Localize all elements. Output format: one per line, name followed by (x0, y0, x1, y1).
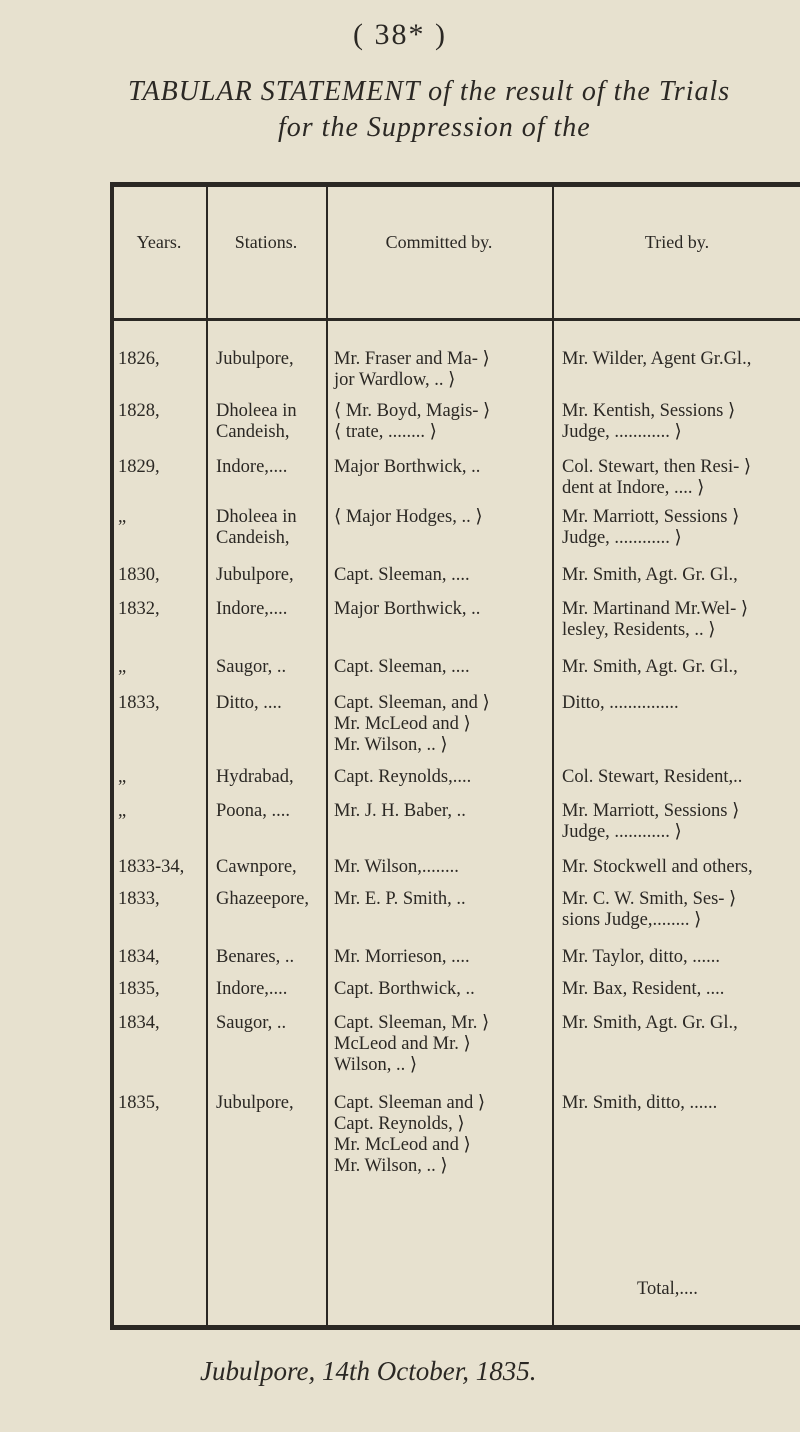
row-tried-by (562, 599, 748, 641)
row-committed-by-line: Major Borthwick, .. (334, 599, 481, 619)
row-station (216, 693, 282, 714)
row-tried-by-line: Mr. Marriott, Sessions ⟩ (562, 507, 740, 527)
row-station (216, 857, 297, 878)
row-tried-by (562, 979, 724, 1000)
row-committed-by-line: Mr. McLeod and ⟩ (334, 1135, 471, 1155)
header-stations: Stations. (234, 232, 298, 252)
row-tried-by-line: Mr. Marriott, Sessions ⟩ (562, 801, 740, 821)
row-tried-by-line: Mr. Smith, Agt. Gr. Gl., (562, 565, 738, 585)
row-tried-by-line: dent at Indore, .... ⟩ (562, 478, 705, 498)
row-station-line: Saugor, .. (216, 1013, 287, 1033)
title-line-2: for the Suppression of the (278, 112, 591, 143)
row-station (216, 401, 297, 443)
row-year: 1829, (118, 457, 160, 477)
row-committed-by-line: Capt. Sleeman and ⟩ (334, 1093, 486, 1113)
row-year: „ (118, 767, 127, 787)
row-committed-by (334, 979, 475, 1000)
row-committed-by (334, 767, 471, 788)
row-station (216, 599, 287, 620)
row-station-line: Ghazeepore, (216, 889, 309, 909)
footer-dateline: Jubulpore, 14th October, 1835. (200, 1356, 537, 1386)
total-label: Total,.... (637, 1279, 698, 1299)
row-committed-by-line: Mr. E. P. Smith, .. (334, 889, 466, 909)
row-committed-by-line: Capt. Reynolds,.... (334, 767, 472, 787)
row-committed-by-line: Mr. Wilson, .. ⟩ (334, 735, 448, 755)
row-tried-by-line: Mr. Smith, ditto, ...... (562, 1093, 718, 1113)
row-tried-by (562, 349, 751, 370)
row-committed-by (334, 857, 459, 878)
row-tried-by-line: sions Judge,........ ⟩ (562, 910, 702, 930)
row-committed-by-line: Mr. Morrieson, .... (334, 947, 470, 967)
row-tried-by (562, 767, 742, 788)
row-committed-by (334, 947, 470, 968)
row-tried-by (562, 657, 738, 678)
row-committed-by-line: Capt. Sleeman, .... (334, 565, 470, 585)
row-year: 1830, (118, 565, 160, 585)
row-tried-by-line: Judge, ............ ⟩ (562, 422, 682, 442)
row-tried-by (562, 565, 738, 586)
row-tried-by-line: Ditto, ............... (562, 693, 679, 713)
row-year: 1826, (118, 349, 160, 369)
row-station (216, 565, 294, 586)
row-tried-by-line: Mr. C. W. Smith, Ses- ⟩ (562, 889, 737, 909)
row-tried-by (562, 857, 753, 878)
row-committed-by-line: jor Wardlow, .. ⟩ (334, 370, 456, 390)
row-committed-by-line: McLeod and Mr. ⟩ (334, 1034, 471, 1054)
col-rule (112, 187, 114, 1325)
row-tried-by (562, 507, 739, 549)
header-tried: Tried by. (644, 232, 710, 252)
row-station-line: Dholeea in (216, 401, 297, 421)
row-tried-by-line: Judge, ............ ⟩ (562, 822, 682, 842)
row-committed-by-line: Capt. Reynolds, ⟩ (334, 1114, 465, 1134)
row-committed-by-line: Mr. Wilson,........ (334, 857, 459, 877)
row-station-line: Saugor, .. (216, 657, 287, 677)
row-station (216, 457, 287, 478)
row-committed-by (334, 565, 470, 586)
row-committed-by-line: Capt. Sleeman, and ⟩ (334, 693, 490, 713)
row-tried-by-line: Mr. Smith, Agt. Gr. Gl., (562, 1013, 738, 1033)
row-station (216, 657, 286, 678)
row-station (216, 507, 297, 549)
row-tried-by (562, 947, 720, 968)
row-station-line: Ditto, .... (216, 693, 282, 713)
row-committed-by-line: ⟨ Mr. Boyd, Magis- ⟩ (334, 401, 491, 421)
row-station (216, 889, 309, 910)
row-station-line: Jubulpore, (216, 565, 294, 585)
row-station (216, 947, 294, 968)
col-rule (206, 187, 208, 1325)
row-tried-by-line: Col. Stewart, then Resi- ⟩ (562, 457, 752, 477)
row-year: 1835, (118, 979, 160, 999)
row-station (216, 979, 287, 1000)
results-table (110, 182, 800, 1330)
row-year: 1828, (118, 401, 160, 421)
row-tried-by-line: Mr. Wilder, Agent Gr.Gl., (562, 349, 752, 369)
row-tried-by-line: Mr. Stockwell and others, (562, 857, 753, 877)
row-committed-by (334, 1093, 485, 1177)
row-committed-by (334, 1013, 489, 1076)
col-rule (552, 187, 554, 1325)
row-tried-by-line: Mr. Smith, Agt. Gr. Gl., (562, 657, 738, 677)
row-station-line: Indore,.... (216, 457, 288, 477)
row-committed-by (334, 599, 480, 620)
row-station-line: Hydrabad, (216, 767, 294, 787)
row-station-line: Jubulpore, (216, 1093, 294, 1113)
header-rule (112, 318, 800, 321)
row-station (216, 1013, 286, 1034)
row-station-line: Jubulpore, (216, 349, 294, 369)
row-year: 1833, (118, 693, 160, 713)
header-committed: Committed by. (385, 232, 493, 252)
row-station-line: Indore,.... (216, 599, 288, 619)
row-station-line: Dholeea in (216, 507, 297, 527)
row-tried-by (562, 1093, 717, 1114)
row-committed-by-line: Mr. Wilson, .. ⟩ (334, 1156, 448, 1176)
row-station-line: Candeish, (216, 422, 290, 442)
row-committed-by-line: Capt. Sleeman, Mr. ⟩ (334, 1013, 490, 1033)
row-committed-by-line: Major Borthwick, .. (334, 457, 481, 477)
row-year: „ (118, 801, 127, 821)
row-station (216, 349, 294, 370)
row-station-line: Benares, .. (216, 947, 295, 967)
row-tried-by (562, 457, 751, 499)
row-station (216, 1093, 294, 1114)
row-year: 1834, (118, 947, 160, 967)
row-committed-by-line: Mr. J. H. Baber, .. (334, 801, 466, 821)
row-committed-by (334, 657, 470, 678)
row-tried-by (562, 889, 736, 931)
row-year: 1833, (118, 889, 160, 909)
col-rule (326, 187, 328, 1325)
header-years: Years. (136, 232, 182, 252)
row-committed-by-line: ⟨ Major Hodges, .. ⟩ (334, 507, 483, 527)
row-tried-by-line: Col. Stewart, Resident,.. (562, 767, 743, 787)
row-year: „ (118, 657, 127, 677)
row-committed-by-line: Capt. Sleeman, .... (334, 657, 470, 677)
row-committed-by-line: Mr. McLeod and ⟩ (334, 714, 471, 734)
row-tried-by (562, 1013, 738, 1034)
row-station-line: Cawnpore, (216, 857, 297, 877)
row-committed-by (334, 801, 466, 822)
row-committed-by (334, 349, 490, 391)
row-station-line: Indore,.... (216, 979, 288, 999)
row-year: 1832, (118, 599, 160, 619)
row-tried-by-line: Judge, ............ ⟩ (562, 528, 682, 548)
row-station (216, 801, 290, 822)
row-tried-by (562, 693, 679, 714)
row-tried-by-line: Mr. Martinand Mr.Wel- ⟩ (562, 599, 749, 619)
row-committed-by-line: Mr. Fraser and Ma- ⟩ (334, 349, 490, 369)
page-number: ( 38* ) (353, 18, 447, 51)
row-tried-by (562, 801, 739, 843)
row-committed-by (334, 457, 480, 478)
row-tried-by-line: lesley, Residents, .. ⟩ (562, 620, 716, 640)
row-year: 1834, (118, 1013, 160, 1033)
row-station (216, 767, 294, 788)
row-committed-by (334, 693, 490, 756)
row-tried-by (562, 401, 735, 443)
row-station-line: Poona, .... (216, 801, 290, 821)
row-committed-by (334, 507, 483, 528)
row-year: „ (118, 507, 127, 527)
row-station-line: Candeish, (216, 528, 290, 548)
row-tried-by-line: Mr. Bax, Resident, .... (562, 979, 725, 999)
row-committed-by-line: Capt. Borthwick, .. (334, 979, 475, 999)
row-tried-by-line: Mr. Kentish, Sessions ⟩ (562, 401, 736, 421)
row-committed-by-line: ⟨ trate, ........ ⟩ (334, 422, 437, 442)
row-year: 1833-34, (118, 857, 185, 877)
row-committed-by (334, 401, 490, 443)
row-committed-by-line: Wilson, .. ⟩ (334, 1055, 418, 1075)
row-year: 1835, (118, 1093, 160, 1113)
title-line-1: TABULAR STATEMENT of the result of the Trials (128, 76, 731, 107)
row-committed-by (334, 889, 466, 910)
row-tried-by-line: Mr. Taylor, ditto, ...... (562, 947, 720, 967)
